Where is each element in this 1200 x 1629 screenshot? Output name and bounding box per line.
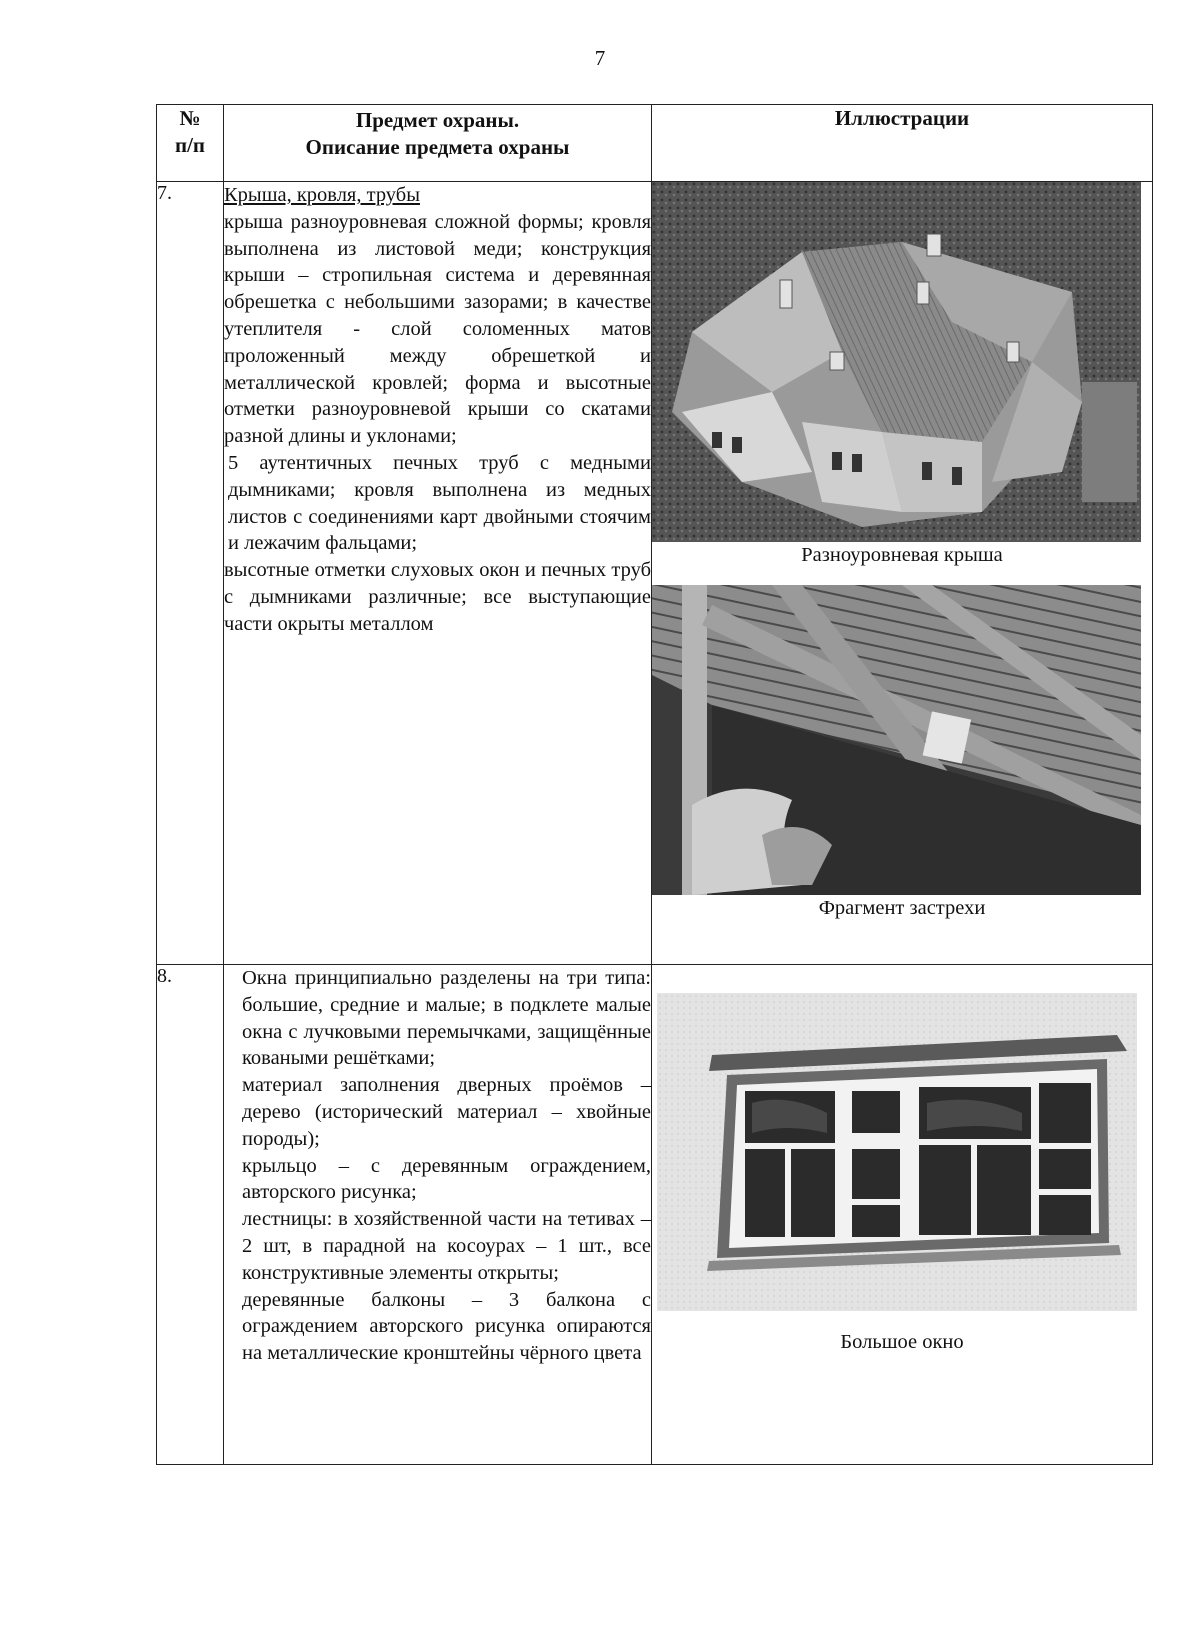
row-description — [224, 965, 652, 1465]
roof-photo — [652, 182, 1141, 542]
image-caption: Большое окно — [840, 1331, 964, 1353]
description-paragraph: крыльцо – с деревянным ограждением, авторского рисунка; — [242, 1154, 651, 1204]
table-header-row — [157, 105, 1153, 182]
description-paragraph: крыша разноуровневая сложной формы; кровля выполнена из листовой меди; конструкция крыши – стропильная система и деревянная обрешетка с небольшими зазорами; в качестве утеплителя - слой соломенных матов проложенный между обрешеткой и металлической кровлей; форма и высотные отметки разноуровневой крыши со скатами разной длины и уклонами; — [224, 210, 651, 448]
header-number-line1: № — [179, 106, 201, 130]
description-paragraph: лестницы: в хозяйственной части на тетивах – 2 шт, в парадной на косоурах – 1 шт., все конструктивные элементы открыты; — [242, 1208, 651, 1284]
row-description — [224, 182, 652, 965]
window-photo — [657, 993, 1137, 1311]
header-subject — [224, 105, 652, 182]
row-illustrations — [652, 965, 1153, 1465]
header-number — [157, 105, 224, 182]
row-number: 7. — [157, 182, 224, 965]
header-subject-line1: Предмет охраны. — [355, 108, 520, 132]
image-caption: Фрагмент застрехи — [818, 897, 986, 919]
image-caption: Разноуровневая крыша — [801, 544, 1003, 566]
row-illustrations — [652, 182, 1153, 965]
header-subject-line2: Описание предмета охраны — [305, 135, 570, 159]
page-number: 7 — [594, 46, 606, 70]
table-row — [157, 182, 1153, 965]
row-number: 8. — [157, 965, 224, 1465]
eaves-photo — [652, 585, 1141, 895]
description-paragraph: материал заполнения дверных проёмов – дерево (исторический материал – хвойные породы); — [242, 1074, 651, 1150]
table-row — [157, 965, 1153, 1465]
protection-subject-table — [156, 104, 1153, 1465]
description-paragraph: Окна принципиально разделены на три типа: большие, средние и малые; в подклете малые окна с лучковыми перемычками, защищённые коваными решётками; — [242, 967, 651, 1070]
row-subject-title: Крыша, кровля, трубы — [224, 184, 420, 206]
description-paragraph: деревянные балконы – 3 балкона с ограждением авторского рисунка опираются на металлические кронштейны чёрного цвета — [242, 1288, 651, 1365]
header-number-line2: п/п — [174, 133, 206, 157]
description-paragraph: высотные отметки слуховых окон и печных труб с дымниками различные; все выступающие части окрыты металлом — [224, 559, 651, 635]
header-illustrations: Иллюстрации — [652, 105, 1153, 182]
description-paragraph: 5 аутентичных печных труб с медными дымниками; кровля выполнена из медных листов с соединениями карт двойными стоячим и лежачим фальцами; — [228, 451, 651, 555]
